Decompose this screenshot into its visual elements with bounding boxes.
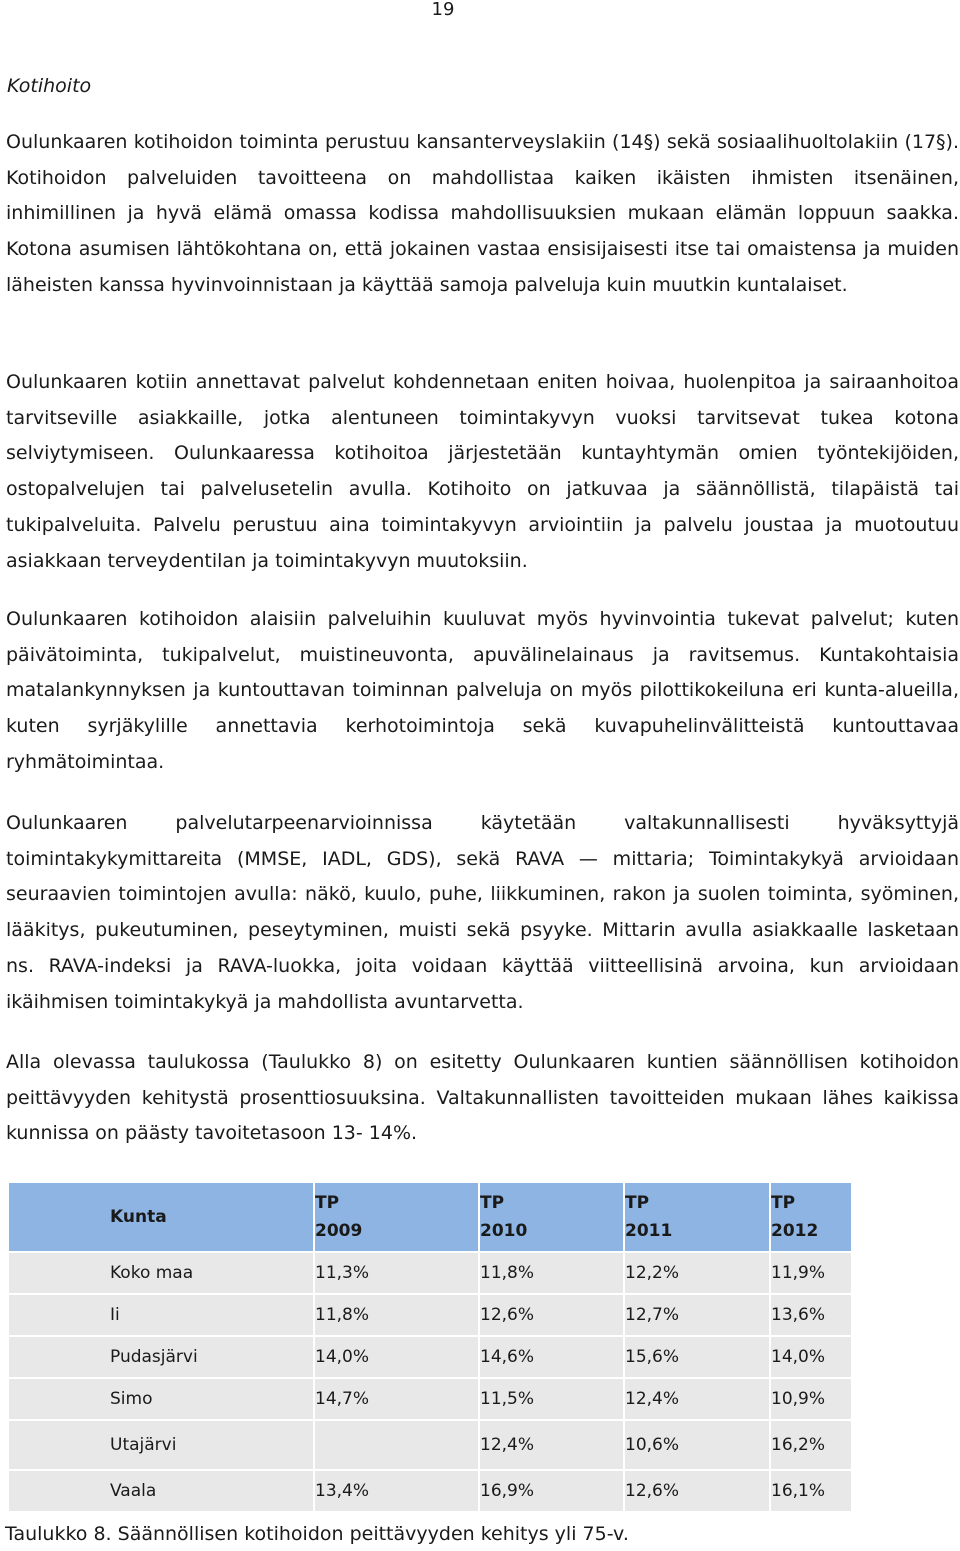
table-cell-kunta: Utajärvi <box>9 1421 313 1469</box>
paragraph-3: Oulunkaaren kotihoidon alaisiin palveluihin kuuluvat myös hyvinvointia tukevat palvelut; kuten päivätoiminta, tukipalvelut, muistineuvonta, apuvälinelainaus ja ravitsemus. Kuntakohtaisia matalankynnyksen ja kuntouttavan toiminnan palveluja on myös pilottikokeiluna eri kunta-alueilla, kuten syrjäkylille annettavia kerhotoimintoja sekä kuvapuhelinvälitteistä kuntouttavaa ryhmätoimintaa. <box>6 608 959 773</box>
table-body <box>9 1253 851 1511</box>
header-kunta <box>9 1183 313 1251</box>
table-cell-value: 10,6% <box>625 1421 769 1469</box>
header-2011-line1: TP <box>625 1193 650 1213</box>
table-cell-kunta: Simo <box>9 1379 313 1419</box>
table-cell-value: 12,7% <box>625 1295 769 1335</box>
header-2010 <box>480 1183 623 1251</box>
header-2012-line1: TP <box>771 1193 796 1213</box>
header-2009-line2: 2009 <box>315 1221 363 1241</box>
table-cell-value: 16,9% <box>480 1471 623 1511</box>
table-cell-value: 11,8% <box>480 1253 623 1293</box>
paragraph-5: Alla olevassa taulukossa (Taulukko 8) on esitetty Oulunkaaren kuntien säännöllisen kotihoidon peittävyyden kehitystä prosenttiosuuksina. Valtakunnallisten tavoitteiden mukaan lähes kaikissa kunnissa on päästy tavoitetasoon 13- 14%. <box>6 1051 959 1145</box>
table-row <box>9 1471 851 1511</box>
table-cell-kunta: Vaala <box>9 1471 313 1511</box>
table-caption: Taulukko 8. Säännöllisen kotihoidon peittävyyden kehitys yli 75-v. <box>5 1523 629 1545</box>
table-row <box>9 1379 851 1419</box>
coverage-table <box>7 1181 853 1513</box>
table-cell-value: 16,1% <box>771 1471 851 1511</box>
table-cell-kunta: Ii <box>9 1295 313 1335</box>
table-cell-kunta: Pudasjärvi <box>9 1337 313 1377</box>
table-cell-value: 12,2% <box>625 1253 769 1293</box>
header-2009-line1: TP <box>315 1193 340 1213</box>
table-cell-value: 16,2% <box>771 1421 851 1469</box>
table-cell-value: 13,6% <box>771 1295 851 1335</box>
table-row <box>9 1337 851 1377</box>
table-cell-value: 13,4% <box>315 1471 478 1511</box>
table-cell-kunta: Koko maa <box>9 1253 313 1293</box>
header-kunta-label: Kunta <box>110 1207 167 1227</box>
table-cell-value: 14,6% <box>480 1337 623 1377</box>
header-2010-line2: 2010 <box>480 1221 528 1241</box>
header-2009 <box>315 1183 478 1251</box>
table-cell-value: 11,9% <box>771 1253 851 1293</box>
paragraph-2: Oulunkaaren kotiin annettavat palvelut kohdennetaan eniten hoivaa, huolenpitoa ja sairaanhoitoa tarvitseville asiakkaille, jotka alentuneen toimintakyvyn vuoksi tarvitsevat tukea kotona selviytymiseen. Oulunkaaressa kotihoitoa järjestetään kuntayhtymän omien työntekijöiden, ostopalvelujen tai palvelusetelin avulla. Kotihoito on jatkuvaa ja säännöllistä, tilapäistä tai tukipalveluita. Palvelu perustuu aina toimintakyvyn arviointiin ja palvelu joustaa ja muotoutuu asiakkaan terveydentilan ja toimintakyvyn muutoksiin. <box>6 371 959 572</box>
table-row <box>9 1295 851 1335</box>
header-2010-line1: TP <box>480 1193 505 1213</box>
table-cell-value: 12,6% <box>625 1471 769 1511</box>
header-2011 <box>625 1183 769 1251</box>
table-cell-value: 12,4% <box>625 1379 769 1419</box>
table-cell-value: 12,4% <box>480 1421 623 1469</box>
paragraph-1: Oulunkaaren kotihoidon toiminta perustuu kansanterveyslakiin (14§) sekä sosiaalihuoltolakiin (17§). Kotihoidon palveluiden tavoitteena on mahdollistaa kaiken ikäisten ihmisten itsenäinen, inhimillinen ja hyvä elämä omassa kodissa mahdollisuuksien mukaan elämän loppuun saakka. Kotona asumisen lähtökohtana on, että jokainen vastaa ensisijaisesti itse tai omaistensa ja muiden läheisten kanssa hyvinvoinnistaan ja käyttää samoja palveluja kuin muutkin kuntalaiset. <box>6 131 959 296</box>
table-cell-value <box>315 1421 478 1469</box>
header-2012 <box>771 1183 851 1251</box>
page-number: 19 <box>431 0 455 20</box>
header-2012-line2: 2012 <box>771 1221 819 1241</box>
table-cell-value: 14,7% <box>315 1379 478 1419</box>
table-cell-value: 15,6% <box>625 1337 769 1377</box>
table-cell-value: 11,8% <box>315 1295 478 1335</box>
table-cell-value: 11,5% <box>480 1379 623 1419</box>
table-cell-value: 12,6% <box>480 1295 623 1335</box>
paragraph-4: Oulunkaaren palvelutarpeenarvioinnissa käytetään valtakunnallisesti hyväksyttyjä toimintakykymittareita (MMSE, IADL, GDS), sekä RAVA — mittaria; Toimintakykyä arvioidaan seuraavien toimintojen avulla: näkö, kuulo, puhe, liikkuminen, rakon ja suolen toiminta, syöminen, lääkitys, pukeutuminen, peseytyminen, muisti sekä psyyke. Mittarin avulla asiakkaalle lasketaan ns. RAVA-indeksi ja RAVA-luokka, joita voidaan käyttää viitteellisinä arvoina, kun arvioidaan ikäihmisen toimintakykyä ja mahdollista avuntarvetta. <box>6 812 959 1013</box>
table-cell-value: 11,3% <box>315 1253 478 1293</box>
table-row <box>9 1253 851 1293</box>
section-heading: Kotihoito <box>7 75 92 97</box>
table-cell-value: 14,0% <box>315 1337 478 1377</box>
header-2011-line2: 2011 <box>625 1221 673 1241</box>
table-cell-value: 14,0% <box>771 1337 851 1377</box>
table-row <box>9 1421 851 1469</box>
table-header-row <box>9 1183 851 1251</box>
table-cell-value: 10,9% <box>771 1379 851 1419</box>
